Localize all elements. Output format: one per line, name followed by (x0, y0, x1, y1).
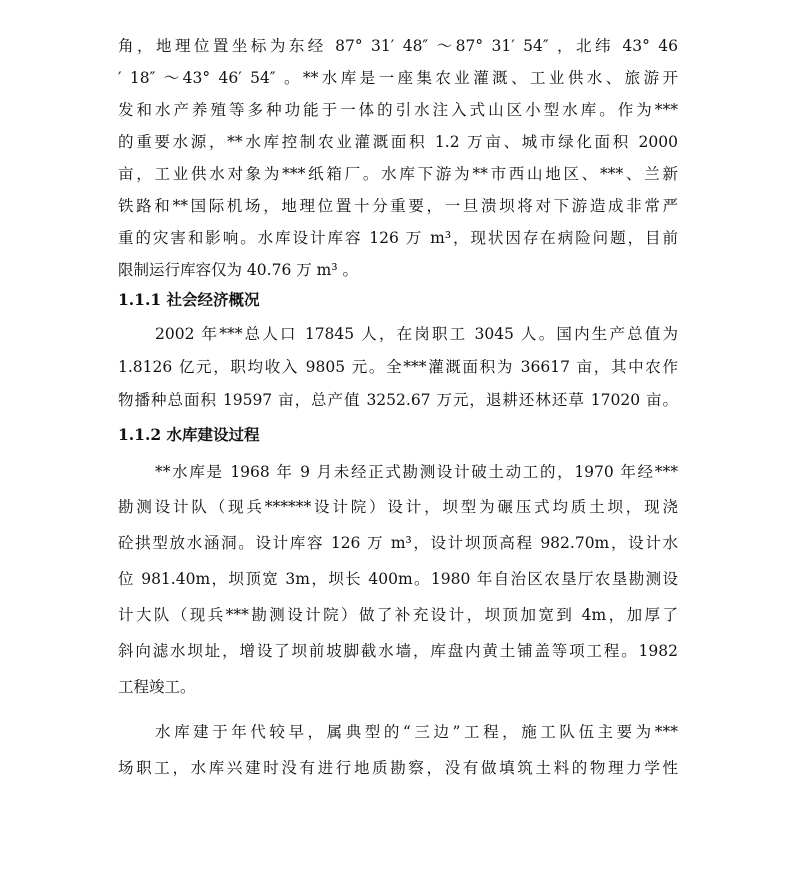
text-line: 水库建于年代较早，属典型的“三边”工程，施工队伍主要为*** (155, 723, 678, 741)
section-heading-construction: 1.1.2 水库建设过程 (118, 425, 260, 444)
text-line: 亩，工业供水对象为***纸箱厂。水库下游为**市西山地区、***、兰新 (118, 165, 678, 183)
text-line: 物播种总面积 19597 亩，总产值 3252.67 万元，退耕还林还草 17020 亩。 (118, 391, 678, 409)
text-line: 铁路和**国际机场，地理位置十分重要，一旦溃坝将对下游造成非常严 (118, 197, 678, 215)
text-line: 2002 年***总人口 17845 人，在岗职工 3045 人。国内生产总值为 (155, 325, 678, 343)
text-line: 重的灾害和影响。水库设计库容 126 万 m³，现状因存在病险问题，目前 (118, 229, 678, 247)
text-line: 勘测设计队（现兵******设计院）设计，坝型为碾压式均质土坝，现浇 (118, 498, 678, 516)
text-line: 角，地理位置坐标为东经 87° 31′ 48″ ～87° 31′ 54″ ，北纬 43° 46 (118, 37, 678, 55)
text-line: 1.8126 亿元，职均收入 9805 元。全***灌溉面积为 36617 亩，其中农作 (118, 358, 678, 376)
text-line: 发和水产养殖等多种功能于一体的引水注入式山区小型水库。作为*** (118, 101, 678, 119)
text-line: 位 981.40m，坝顶宽 3m，坝长 400m。1980 年自治区农垦厅农垦勘测设 (118, 570, 678, 588)
text-line: **水库是 1968 年 9 月未经正式勘测设计破土动工的，1970 年经*** (155, 463, 678, 481)
text-line: 场职工，水库兴建时没有进行地质勘察，没有做填筑土料的物理力学性 (118, 759, 678, 777)
text-line: 限制运行库容仅为 40.76 万 m³ 。 (118, 261, 358, 279)
section-heading-socioeconomic: 1.1.1 社会经济概况 (118, 290, 260, 309)
text-line: 砼拱型放水涵洞。设计库容 126 万 m³，设计坝顶高程 982.70m，设计水 (118, 534, 678, 552)
text-line: ′ 18″ ～43° 46′ 54″ 。**水库是一座集农业灌溉、工业供水、旅游开 (118, 69, 678, 87)
text-line: 工程竣工。 (118, 678, 196, 696)
text-line: 斜向滤水坝址，增设了坝前坡脚截水墙，库盘内黄土铺盖等项工程。1982 (118, 642, 678, 660)
text-line: 计大队（现兵***勘测设计院）做了补充设计，坝顶加宽到 4m，加厚了 (118, 606, 678, 624)
text-line: 的重要水源，**水库控制农业灌溉面积 1.2 万亩、城市绿化面积 2000 (118, 133, 678, 151)
